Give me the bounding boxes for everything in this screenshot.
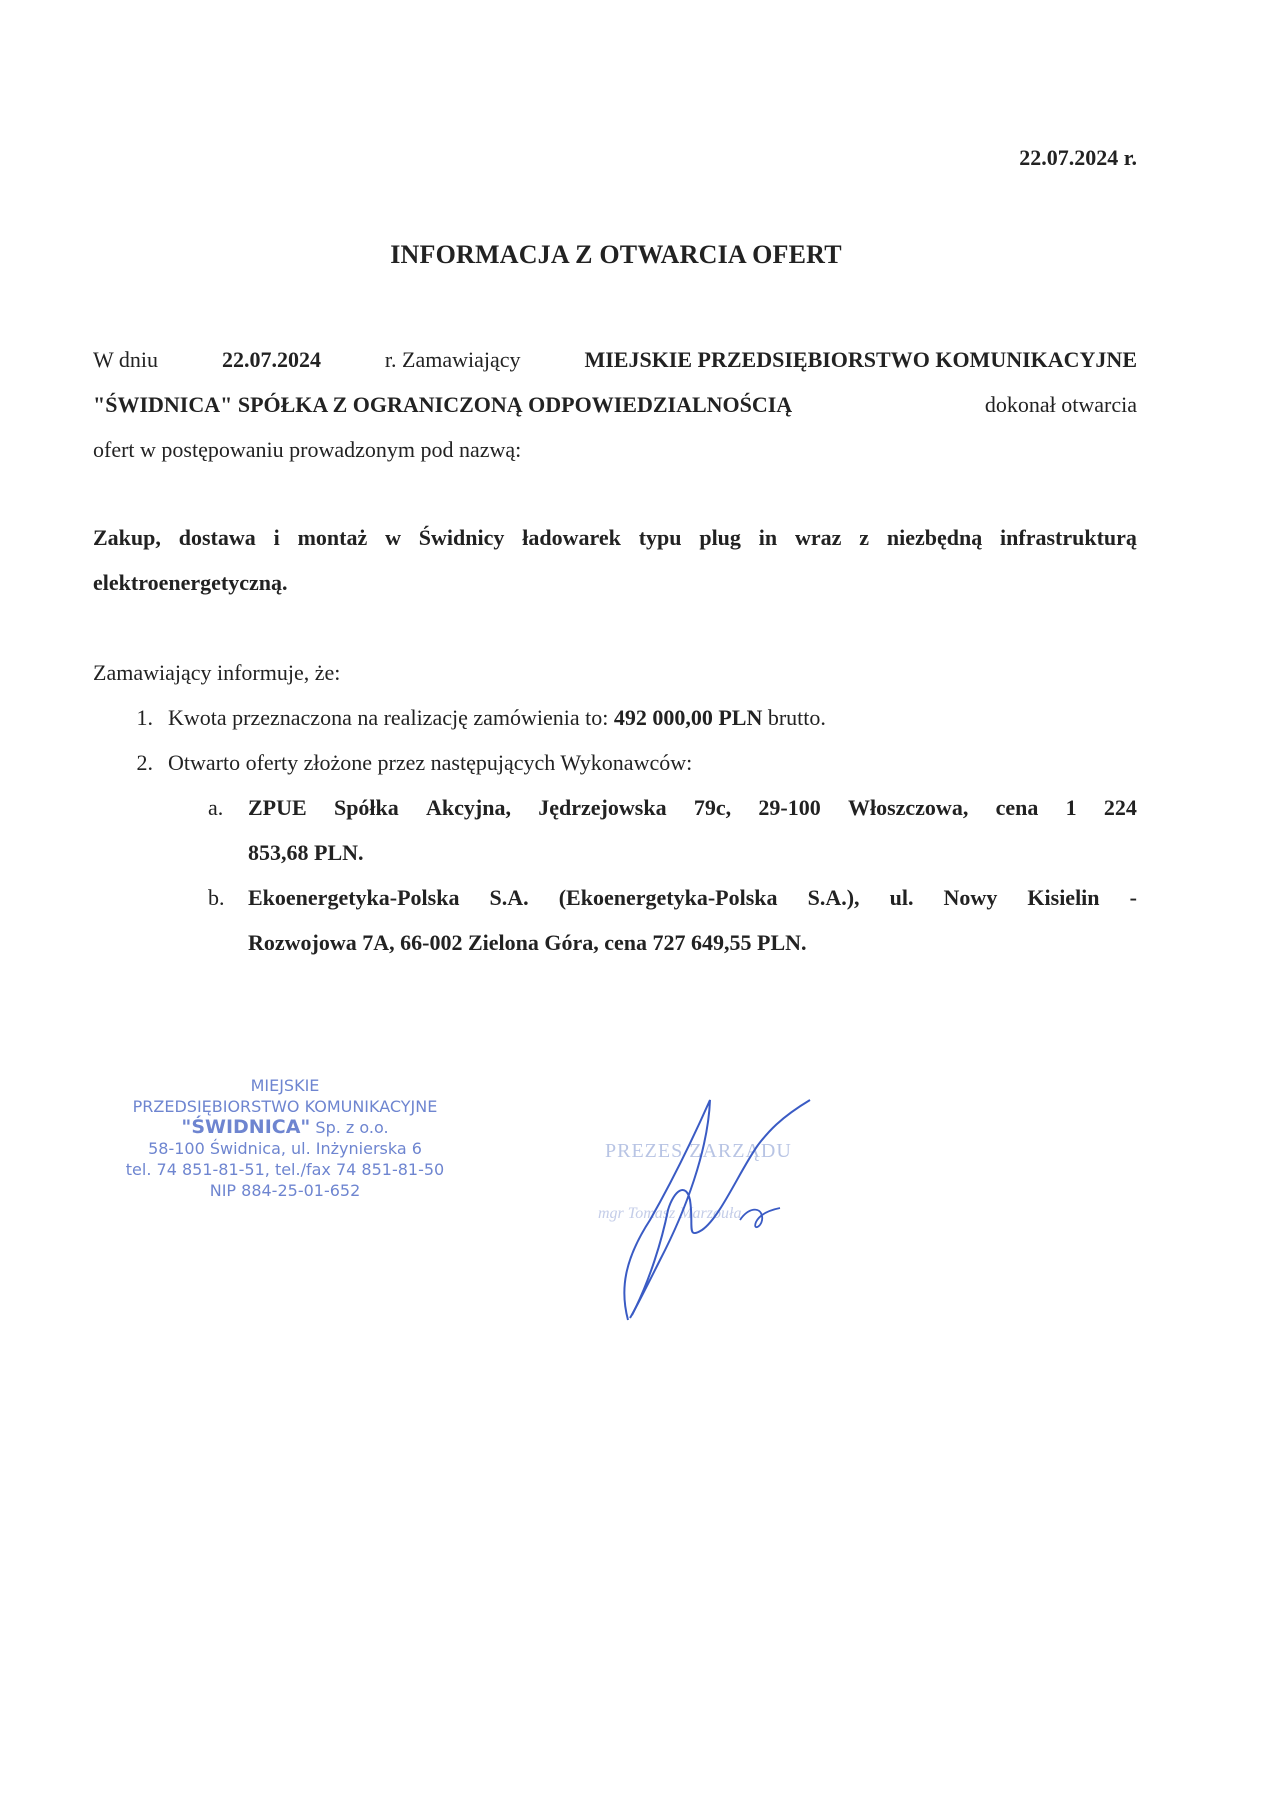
- offer-word: Kisielin: [1027, 885, 1100, 910]
- handwritten-signature: [590, 1090, 830, 1330]
- offer-word: 1: [1065, 795, 1077, 820]
- subject-word: typu: [638, 525, 682, 550]
- signature-role: PREZES ZARZĄDU: [605, 1140, 792, 1162]
- subject-line-1: [93, 515, 1137, 560]
- intro-line-1: [93, 337, 1137, 382]
- list-text: Kwota przeznaczona na realizację zamówienia to:: [168, 705, 609, 730]
- procurement-subject: [93, 515, 1137, 605]
- subject-word: montaż: [297, 525, 368, 550]
- list-number: 1.: [136, 705, 153, 730]
- offer-letter: a.: [208, 795, 224, 820]
- subject-word: Zakup,: [93, 525, 161, 550]
- offer-word: -: [1129, 885, 1137, 910]
- subject-word: wraz: [794, 525, 842, 550]
- subject-word: Świdnicy: [418, 525, 505, 550]
- offer-line-1: [248, 875, 1137, 920]
- intro-text: dokonał otwarcia: [984, 392, 1137, 417]
- list-item: [93, 740, 692, 785]
- offer-letter: b.: [208, 885, 225, 910]
- stamp-line: tel. 74 851-81-51, tel./fax 74 851-81-50: [125, 1160, 445, 1179]
- stamp-line: [95, 1117, 475, 1138]
- list-text: Otwarto oferty złożone przez następujących Wykonawców:: [168, 750, 693, 775]
- offer-word: cena: [995, 795, 1039, 820]
- buyer-name: MIEJSKIE PRZEDSIĘBIORSTWO KOMUNIKACYJNE: [584, 347, 1137, 372]
- document-date: 22.07.2024 r.: [1019, 145, 1137, 170]
- stamp-company: "ŚWIDNICA": [181, 1116, 311, 1138]
- informs-heading: Zamawiający informuje, że:: [93, 660, 341, 685]
- offer-word: 29-100: [758, 795, 821, 820]
- stamp-line: NIP 884-25-01-652: [209, 1181, 361, 1200]
- offer-word: Akcyjna,: [426, 795, 511, 820]
- offer-word: Ekoenergetyka-Polska: [248, 885, 460, 910]
- stamp-line: MIEJSKIE: [250, 1076, 320, 1095]
- offer-line-1: [248, 785, 1137, 830]
- offer-word: (Ekoenergetyka-Polska: [558, 885, 778, 910]
- offer-word: 79c,: [693, 795, 732, 820]
- list-text: brutto.: [767, 705, 826, 730]
- intro-line-3: [93, 427, 1137, 472]
- offer-word: Włoszczowa,: [847, 795, 969, 820]
- stamp-line: PRZEDSIĘBIORSTWO KOMUNIKACYJNE: [132, 1097, 438, 1116]
- subject-word: niezbędną: [886, 525, 983, 550]
- signature-name: mgr Tomasz Marzouła: [598, 1205, 742, 1222]
- offer-word: S.A.: [489, 885, 529, 910]
- offer-word: Nowy: [943, 885, 998, 910]
- stamp-line: 58-100 Świdnica, ul. Inżynierska 6: [148, 1139, 422, 1158]
- intro-text: ofert w postępowaniu prowadzonym pod nazwą:: [93, 437, 522, 462]
- offer-word: S.A.),: [807, 885, 860, 910]
- offer-line-2: Rozwojowa 7A, 66-002 Zielona Góra, cena 727 649,55 PLN.: [248, 930, 807, 955]
- offer-line-2: 853,68 PLN.: [248, 840, 364, 865]
- stamp-company-form: Sp. z o.o.: [315, 1118, 389, 1137]
- subject-word: plug: [699, 525, 741, 550]
- intro-paragraph: [93, 337, 1137, 472]
- intro-line-2: [93, 382, 1137, 427]
- subject-word: infrastrukturą: [1000, 525, 1137, 550]
- offer-word: 224: [1103, 795, 1137, 820]
- subject-word: dostawa: [178, 525, 256, 550]
- subject-word: w: [385, 525, 401, 550]
- offer-word: Spółka: [333, 795, 399, 820]
- subject-word: ładowarek: [522, 525, 621, 550]
- subject-word: i: [273, 525, 280, 550]
- subject-word: in: [758, 525, 778, 550]
- list-number: 2.: [136, 750, 153, 775]
- offer-word: ZPUE: [248, 795, 307, 820]
- buyer-name-cont: "ŚWIDNICA" SPÓŁKA Z OGRANICZONĄ ODPOWIEDZIALNOŚCIĄ: [93, 392, 793, 417]
- offer-word: Jędrzejowska: [538, 795, 667, 820]
- intro-text: r. Zamawiający: [384, 347, 521, 372]
- intro-text: W dniu: [93, 347, 158, 372]
- budget-amount: 492 000,00 PLN: [613, 705, 763, 730]
- list-item: [93, 695, 826, 740]
- subject-line-2: elektroenergetyczną.: [93, 570, 288, 595]
- company-stamp: [95, 1075, 475, 1201]
- subject-word: z: [859, 525, 869, 550]
- offer-word: ul.: [889, 885, 914, 910]
- intro-date: 22.07.2024: [221, 347, 321, 372]
- document-title: INFORMACJA Z OTWARCIA OFERT: [390, 240, 842, 269]
